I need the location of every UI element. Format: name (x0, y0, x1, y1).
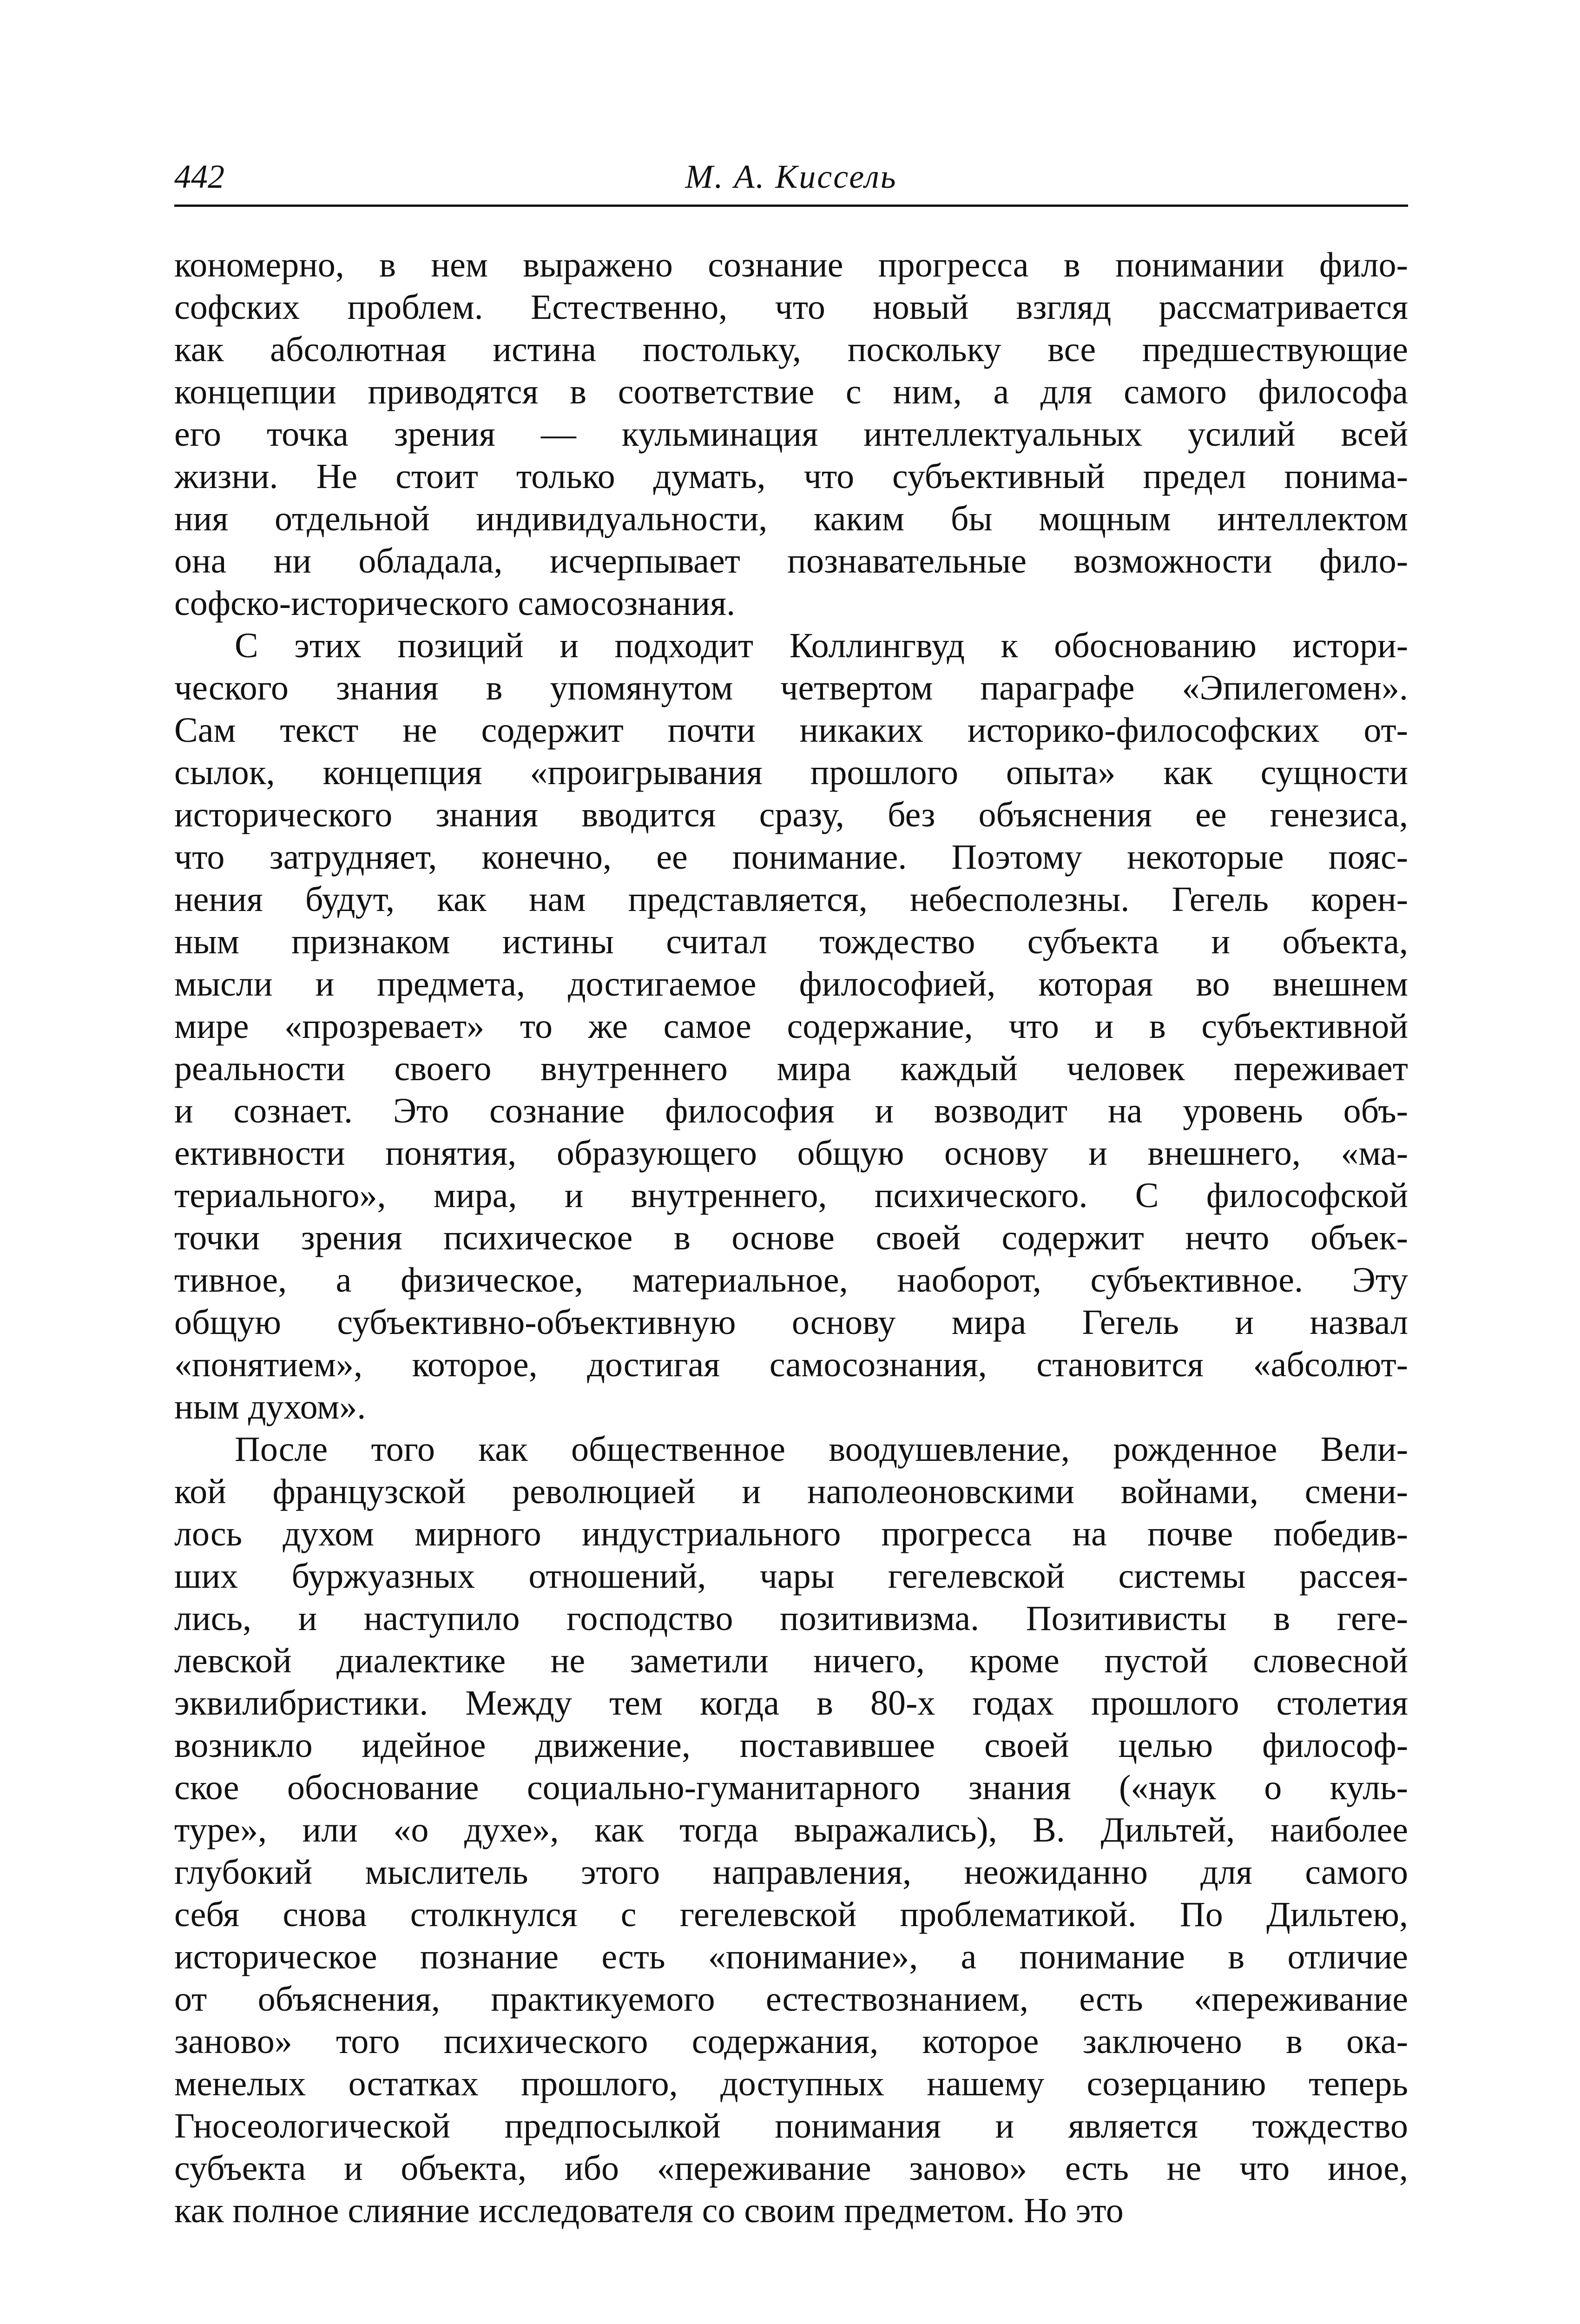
text-line: концепции приводятся в соответствие с ним, а для самого философа (174, 372, 1408, 411)
text-line: исторического знания вводится сразу, без объяснения ее генезиса, (174, 795, 1408, 834)
text-line: глубокий мыслитель этого направления, неожиданно для самого (174, 1853, 1408, 1892)
text-line: лись, и наступило господство позитивизма. Позитивисты в геге- (174, 1599, 1408, 1638)
body-text (174, 244, 1408, 2232)
text-line: возникло идейное движение, поставившее своей целью философ- (174, 1726, 1408, 1765)
text-line: ское обоснование социально-гуманитарного знания («наук о куль- (174, 1768, 1408, 1807)
text-line: мысли и предмета, достигаемое философией, которая во внешнем (174, 964, 1408, 1004)
text-line: ным признаком истины считал тождество субъекта и объекта, (174, 922, 1408, 961)
text-line: софско-исторического самосознания. (174, 584, 736, 623)
text-line: туре», или «о духе», как тогда выражались), В. Дильтей, наиболее (174, 1810, 1408, 1849)
text-line: общую субъективно-объективную основу мира Гегель и назвал (174, 1303, 1408, 1342)
text-line: эквилибристики. Между тем когда в 80-х годах прошлого столетия (174, 1684, 1408, 1723)
text-line: точки зрения психическое в основе своей содержит нечто объек- (174, 1218, 1408, 1257)
paragraph (174, 1428, 1408, 2232)
text-line: она ни обладала, исчерпывает познавательные возможности фило- (174, 541, 1408, 581)
text-line: кономерно, в нем выражено сознание прогресса в понимании фило- (174, 245, 1408, 284)
paragraph (174, 625, 1408, 1428)
paragraph (174, 244, 1408, 625)
text-line: После того как общественное воодушевление, рожденное Вели- (235, 1430, 1408, 1469)
text-line: от объяснения, практикуемого естествознанием, есть «переживание (174, 1980, 1408, 2019)
text-line: ния отдельной индивидуальности, каким бы мощным интеллектом (174, 499, 1408, 538)
text-line: как абсолютная истина постольку, поскольку все предшествующие (174, 330, 1408, 369)
text-line: «понятием», которое, достигая самосознания, становится «абсолют- (174, 1345, 1408, 1384)
text-line: тивное, а физическое, материальное, наоборот, субъективное. Эту (174, 1261, 1408, 1300)
text-line: мире «прозревает» то же самое содержание, что и в субъективной (174, 1007, 1408, 1046)
text-line: и сознает. Это сознание философия и возводит на уровень объ- (174, 1091, 1408, 1130)
text-line: териального», мира, и внутреннего, психического. С философской (174, 1176, 1408, 1215)
text-line: историческое познание есть «понимание», а понимание в отличие (174, 1937, 1408, 1976)
page-number: 442 (174, 158, 224, 195)
text-line: Сам текст не содержит почти никаких историко-философских от- (174, 711, 1408, 750)
text-line: его точка зрения — кульминация интеллектуальных усилий всей (174, 415, 1408, 454)
book-page (174, 153, 1408, 2232)
text-line: ших буржуазных отношений, чары гегелевской системы рассея- (174, 1557, 1408, 1596)
text-line: что затрудняет, конечно, ее понимание. Поэтому некоторые пояс- (174, 838, 1408, 877)
running-title: М. А. Киссель (685, 158, 897, 195)
text-line: субъекта и объекта, ибо «переживание заново» есть не что иное, (174, 2149, 1408, 2188)
text-line: себя снова столкнулся с гегелевской проблематикой. По Дильтею, (174, 1895, 1408, 1934)
text-line: Гносеологической предпосылкой понимания и является тождество (174, 2106, 1408, 2146)
text-line: ным духом». (174, 1387, 366, 1426)
text-line: реальности своего внутреннего мира каждый человек переживает (174, 1049, 1408, 1088)
text-line: заново» того психического содержания, которое заключено в ока- (174, 2022, 1408, 2061)
text-line: нения будут, как нам представляется, небесполезны. Гегель корен- (174, 880, 1408, 919)
text-line: лось духом мирного индустриального прогресса на почве победив- (174, 1514, 1408, 1553)
text-line: жизни. Не стоит только думать, что субъективный предел понима- (174, 457, 1408, 496)
text-line: сылок, концепция «проигрывания прошлого опыта» как сущности (174, 753, 1408, 792)
text-line: ективности понятия, образующего общую основу и внешнего, «ма- (174, 1134, 1408, 1173)
text-line: С этих позиций и подходит Коллингвуд к обоснованию истори- (235, 626, 1408, 665)
running-head (174, 153, 1408, 207)
text-line: менелых остатках прошлого, доступных нашему созерцанию теперь (174, 2064, 1408, 2103)
text-line: софских проблем. Естественно, что новый взгляд рассматривается (174, 288, 1408, 327)
text-line: левской диалектике не заметили ничего, кроме пустой словесной (174, 1641, 1408, 1680)
text-line: кой французской революцией и наполеоновскими войнами, смени- (174, 1472, 1408, 1511)
text-line: как полное слияние исследователя со своим предметом. Но это (174, 2191, 1124, 2230)
text-line: ческого знания в упомянутом четвертом параграфе «Эпилегомен». (174, 668, 1408, 707)
